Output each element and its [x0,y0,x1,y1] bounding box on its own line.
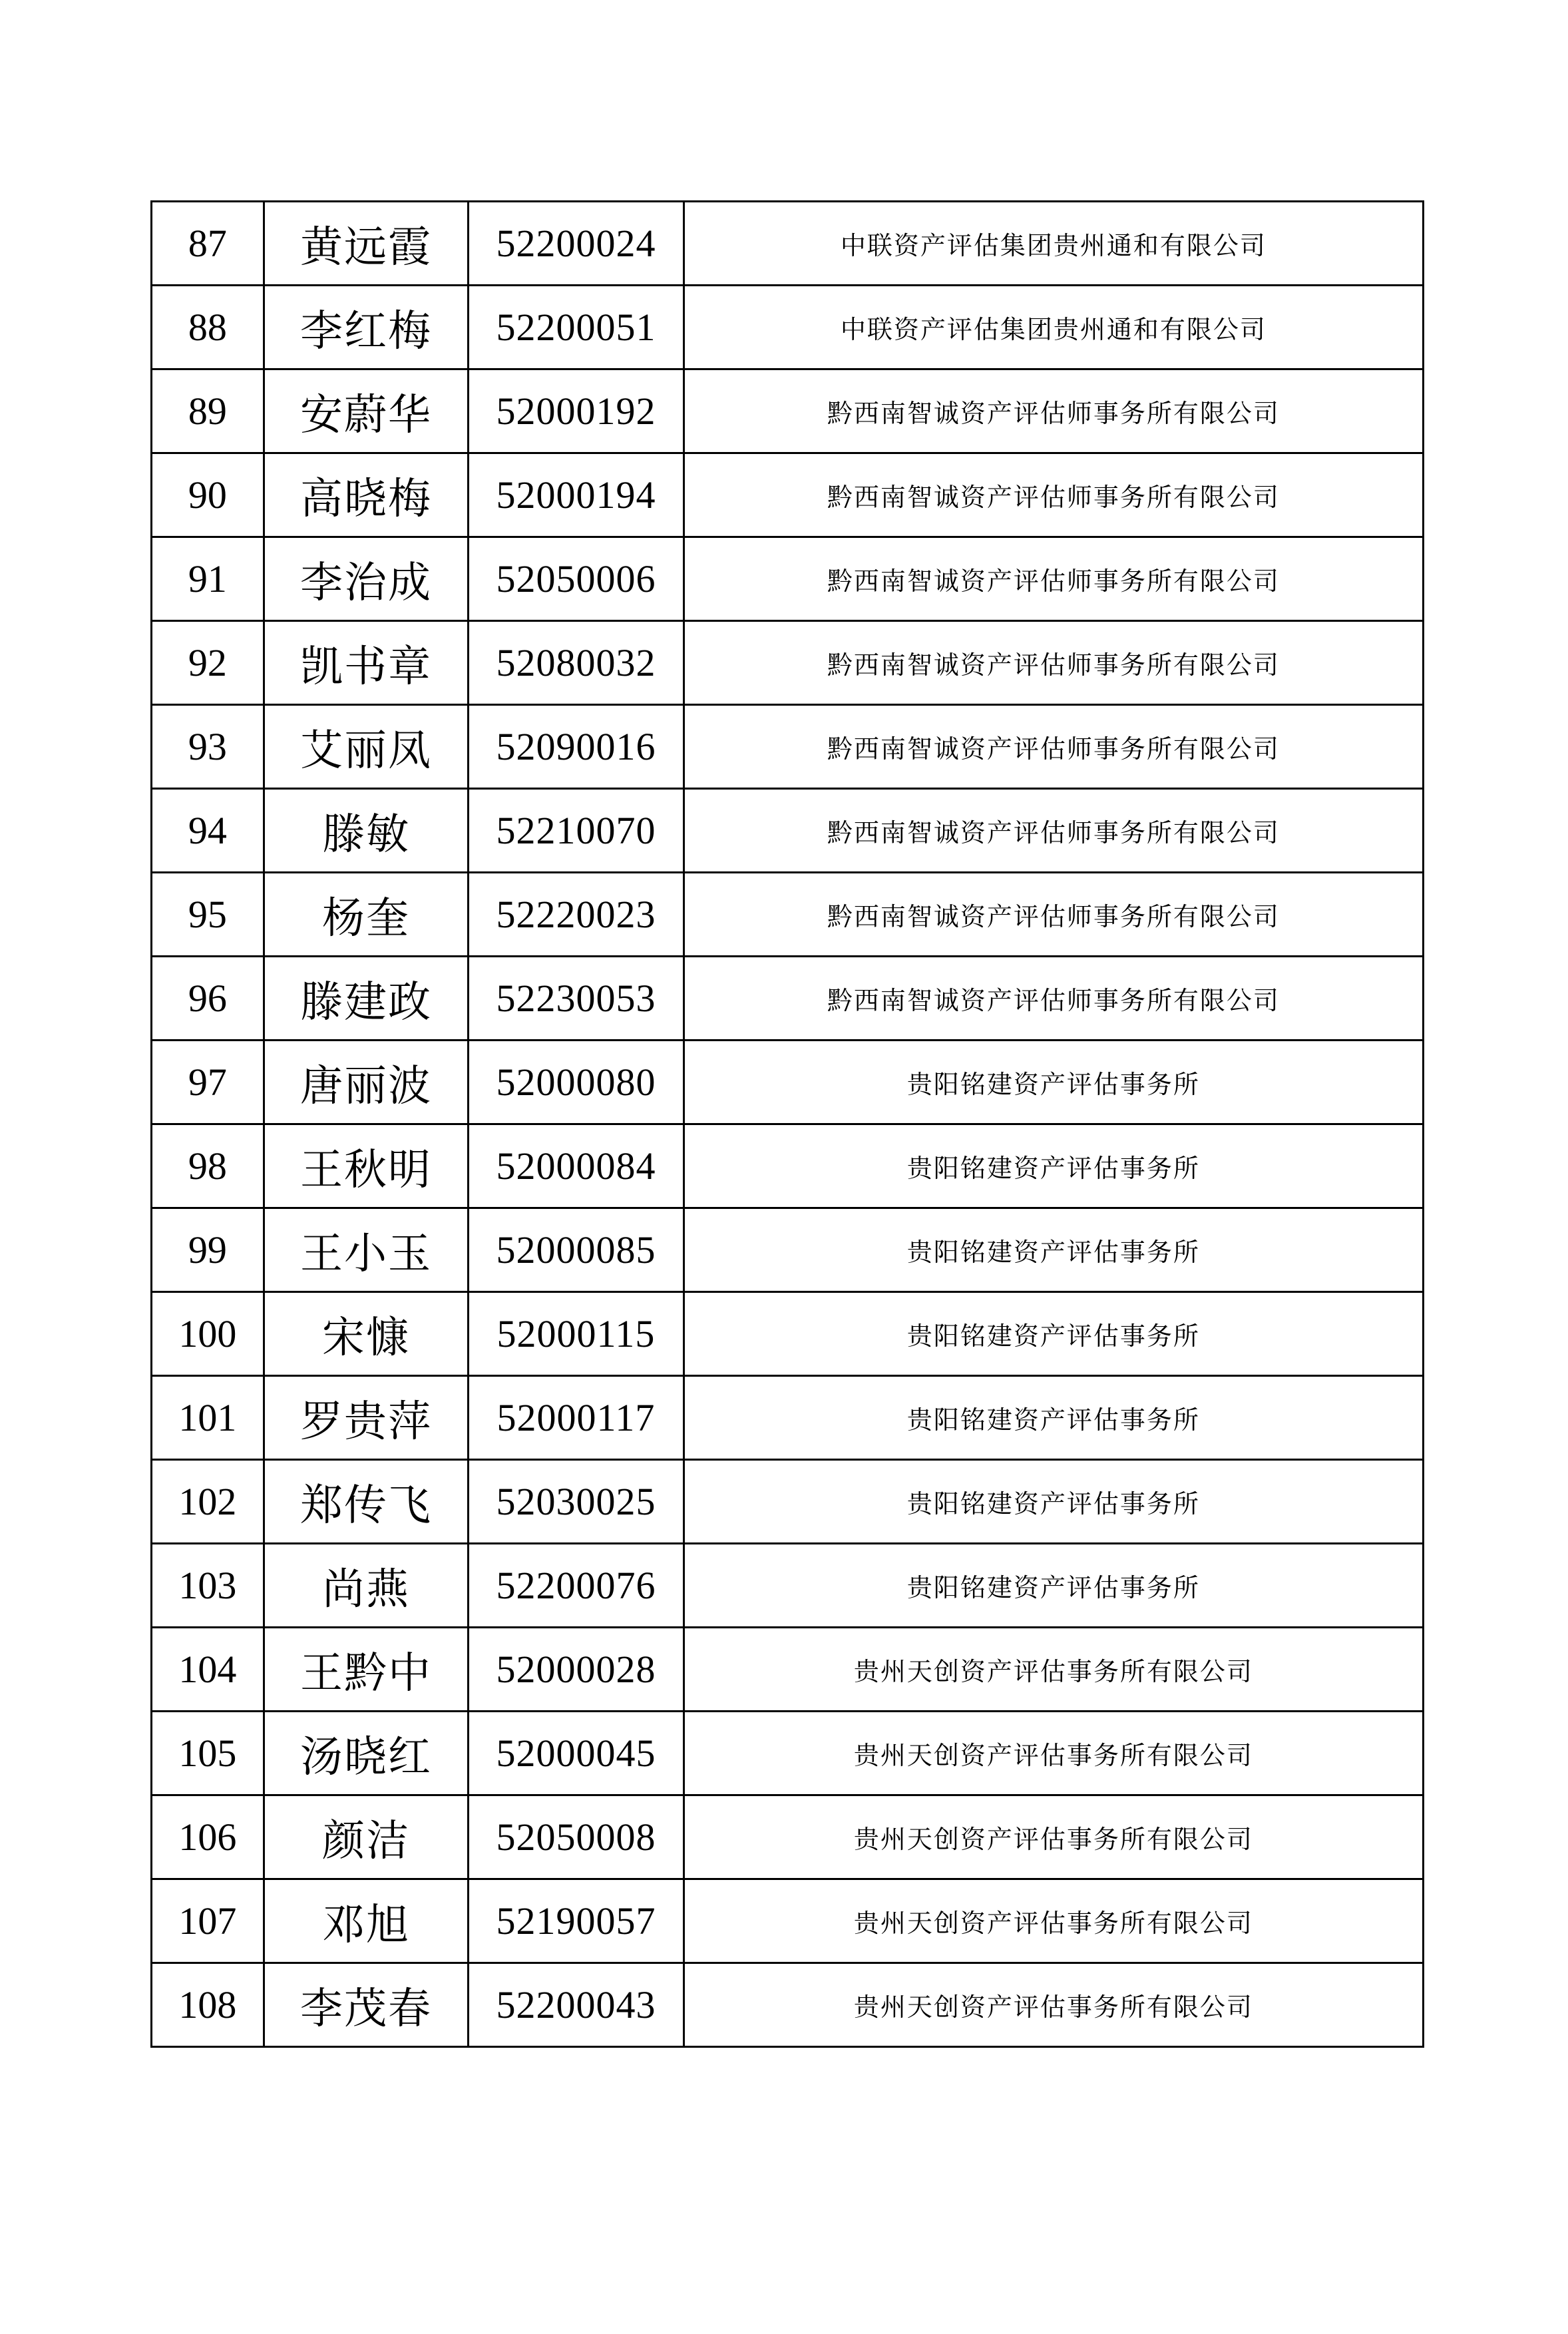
certificate-number-cell: 52000117 [469,1376,684,1460]
appraiser-name-cell: 艾丽凤 [264,705,468,789]
appraiser-name-cell: 李红梅 [264,286,468,369]
table-row [152,1124,1424,1208]
certificate-number-cell: 52200024 [469,202,684,286]
organization-name-cell: 中联资产评估集团贵州通和有限公司 [684,286,1423,369]
table-row [152,1628,1424,1712]
row-number-cell: 87 [152,202,264,286]
table-row [152,369,1424,453]
organization-name-cell: 贵阳铭建资产评估事务所 [684,1208,1423,1292]
organization-name-cell: 贵阳铭建资产评估事务所 [684,1041,1423,1124]
table-row [152,1292,1424,1376]
row-number-cell: 100 [152,1292,264,1376]
certificate-number-cell: 52200051 [469,286,684,369]
appraiser-name-cell: 宋慷 [264,1292,468,1376]
row-number-cell: 101 [152,1376,264,1460]
row-number-cell: 89 [152,369,264,453]
certificate-number-cell: 52200043 [469,1963,684,2047]
row-number-cell: 99 [152,1208,264,1292]
certificate-number-cell: 52000028 [469,1628,684,1712]
certificate-number-cell: 52000192 [469,369,684,453]
table-row [152,1795,1424,1879]
appraiser-name-cell: 邓旭 [264,1879,468,1963]
organization-name-cell: 黔西南智诚资产评估师事务所有限公司 [684,453,1423,537]
table-row [152,1879,1424,1963]
appraiser-name-cell: 滕建政 [264,957,468,1041]
row-number-cell: 98 [152,1124,264,1208]
appraiser-name-cell: 郑传飞 [264,1460,468,1544]
organization-name-cell: 贵阳铭建资产评估事务所 [684,1292,1423,1376]
table-row [152,537,1424,621]
certificate-number-cell: 52210070 [469,789,684,873]
row-number-cell: 88 [152,286,264,369]
appraiser-name-cell: 李茂春 [264,1963,468,2047]
appraiser-name-cell: 凯书章 [264,621,468,705]
table-row [152,789,1424,873]
appraiser-name-cell: 汤晓红 [264,1712,468,1795]
organization-name-cell: 贵阳铭建资产评估事务所 [684,1376,1423,1460]
appraiser-name-cell: 黄远霞 [264,202,468,286]
organization-name-cell: 贵州天创资产评估事务所有限公司 [684,1879,1423,1963]
table-row [152,1041,1424,1124]
row-number-cell: 97 [152,1041,264,1124]
appraiser-name-cell: 王秋明 [264,1124,468,1208]
certificate-number-cell: 52000115 [469,1292,684,1376]
row-number-cell: 104 [152,1628,264,1712]
organization-name-cell: 黔西南智诚资产评估师事务所有限公司 [684,873,1423,957]
table-row [152,202,1424,286]
organization-name-cell: 贵州天创资产评估事务所有限公司 [684,1795,1423,1879]
organization-name-cell: 贵阳铭建资产评估事务所 [684,1460,1423,1544]
row-number-cell: 106 [152,1795,264,1879]
table-row [152,453,1424,537]
table-row [152,957,1424,1041]
organization-name-cell: 贵阳铭建资产评估事务所 [684,1544,1423,1628]
appraiser-name-cell: 王黔中 [264,1628,468,1712]
organization-name-cell: 贵州天创资产评估事务所有限公司 [684,1963,1423,2047]
certificate-number-cell: 52000080 [469,1041,684,1124]
organization-name-cell: 黔西南智诚资产评估师事务所有限公司 [684,621,1423,705]
table-body [152,202,1424,2047]
table-row [152,705,1424,789]
table-row [152,1544,1424,1628]
table-row [152,286,1424,369]
certificate-number-cell: 52000084 [469,1124,684,1208]
row-number-cell: 96 [152,957,264,1041]
certificate-number-cell: 52050006 [469,537,684,621]
row-number-cell: 93 [152,705,264,789]
table-row [152,1376,1424,1460]
row-number-cell: 90 [152,453,264,537]
row-number-cell: 95 [152,873,264,957]
certificate-number-cell: 52000045 [469,1712,684,1795]
appraiser-table [150,200,1424,2048]
certificate-number-cell: 52090016 [469,705,684,789]
row-number-cell: 107 [152,1879,264,1963]
table-row [152,873,1424,957]
row-number-cell: 108 [152,1963,264,2047]
organization-name-cell: 贵州天创资产评估事务所有限公司 [684,1628,1423,1712]
organization-name-cell: 黔西南智诚资产评估师事务所有限公司 [684,369,1423,453]
appraiser-name-cell: 王小玉 [264,1208,468,1292]
row-number-cell: 92 [152,621,264,705]
appraiser-name-cell: 杨奎 [264,873,468,957]
certificate-number-cell: 52220023 [469,873,684,957]
appraiser-name-cell: 颜洁 [264,1795,468,1879]
appraiser-name-cell: 滕敏 [264,789,468,873]
table-row [152,1712,1424,1795]
table-row [152,621,1424,705]
organization-name-cell: 中联资产评估集团贵州通和有限公司 [684,202,1423,286]
table-row [152,1460,1424,1544]
certificate-number-cell: 52050008 [469,1795,684,1879]
appraiser-name-cell: 尚燕 [264,1544,468,1628]
appraiser-name-cell: 安蔚华 [264,369,468,453]
row-number-cell: 94 [152,789,264,873]
row-number-cell: 103 [152,1544,264,1628]
appraiser-name-cell: 高晓梅 [264,453,468,537]
certificate-number-cell: 52000085 [469,1208,684,1292]
certificate-number-cell: 52080032 [469,621,684,705]
certificate-number-cell: 52190057 [469,1879,684,1963]
row-number-cell: 91 [152,537,264,621]
organization-name-cell: 贵阳铭建资产评估事务所 [684,1124,1423,1208]
organization-name-cell: 贵州天创资产评估事务所有限公司 [684,1712,1423,1795]
certificate-number-cell: 52230053 [469,957,684,1041]
table-row [152,1208,1424,1292]
appraiser-name-cell: 李治成 [264,537,468,621]
row-number-cell: 105 [152,1712,264,1795]
certificate-number-cell: 52200076 [469,1544,684,1628]
organization-name-cell: 黔西南智诚资产评估师事务所有限公司 [684,789,1423,873]
row-number-cell: 102 [152,1460,264,1544]
certificate-number-cell: 52000194 [469,453,684,537]
organization-name-cell: 黔西南智诚资产评估师事务所有限公司 [684,705,1423,789]
organization-name-cell: 黔西南智诚资产评估师事务所有限公司 [684,957,1423,1041]
organization-name-cell: 黔西南智诚资产评估师事务所有限公司 [684,537,1423,621]
certificate-number-cell: 52030025 [469,1460,684,1544]
appraiser-name-cell: 唐丽波 [264,1041,468,1124]
table-row [152,1963,1424,2047]
appraiser-name-cell: 罗贵萍 [264,1376,468,1460]
